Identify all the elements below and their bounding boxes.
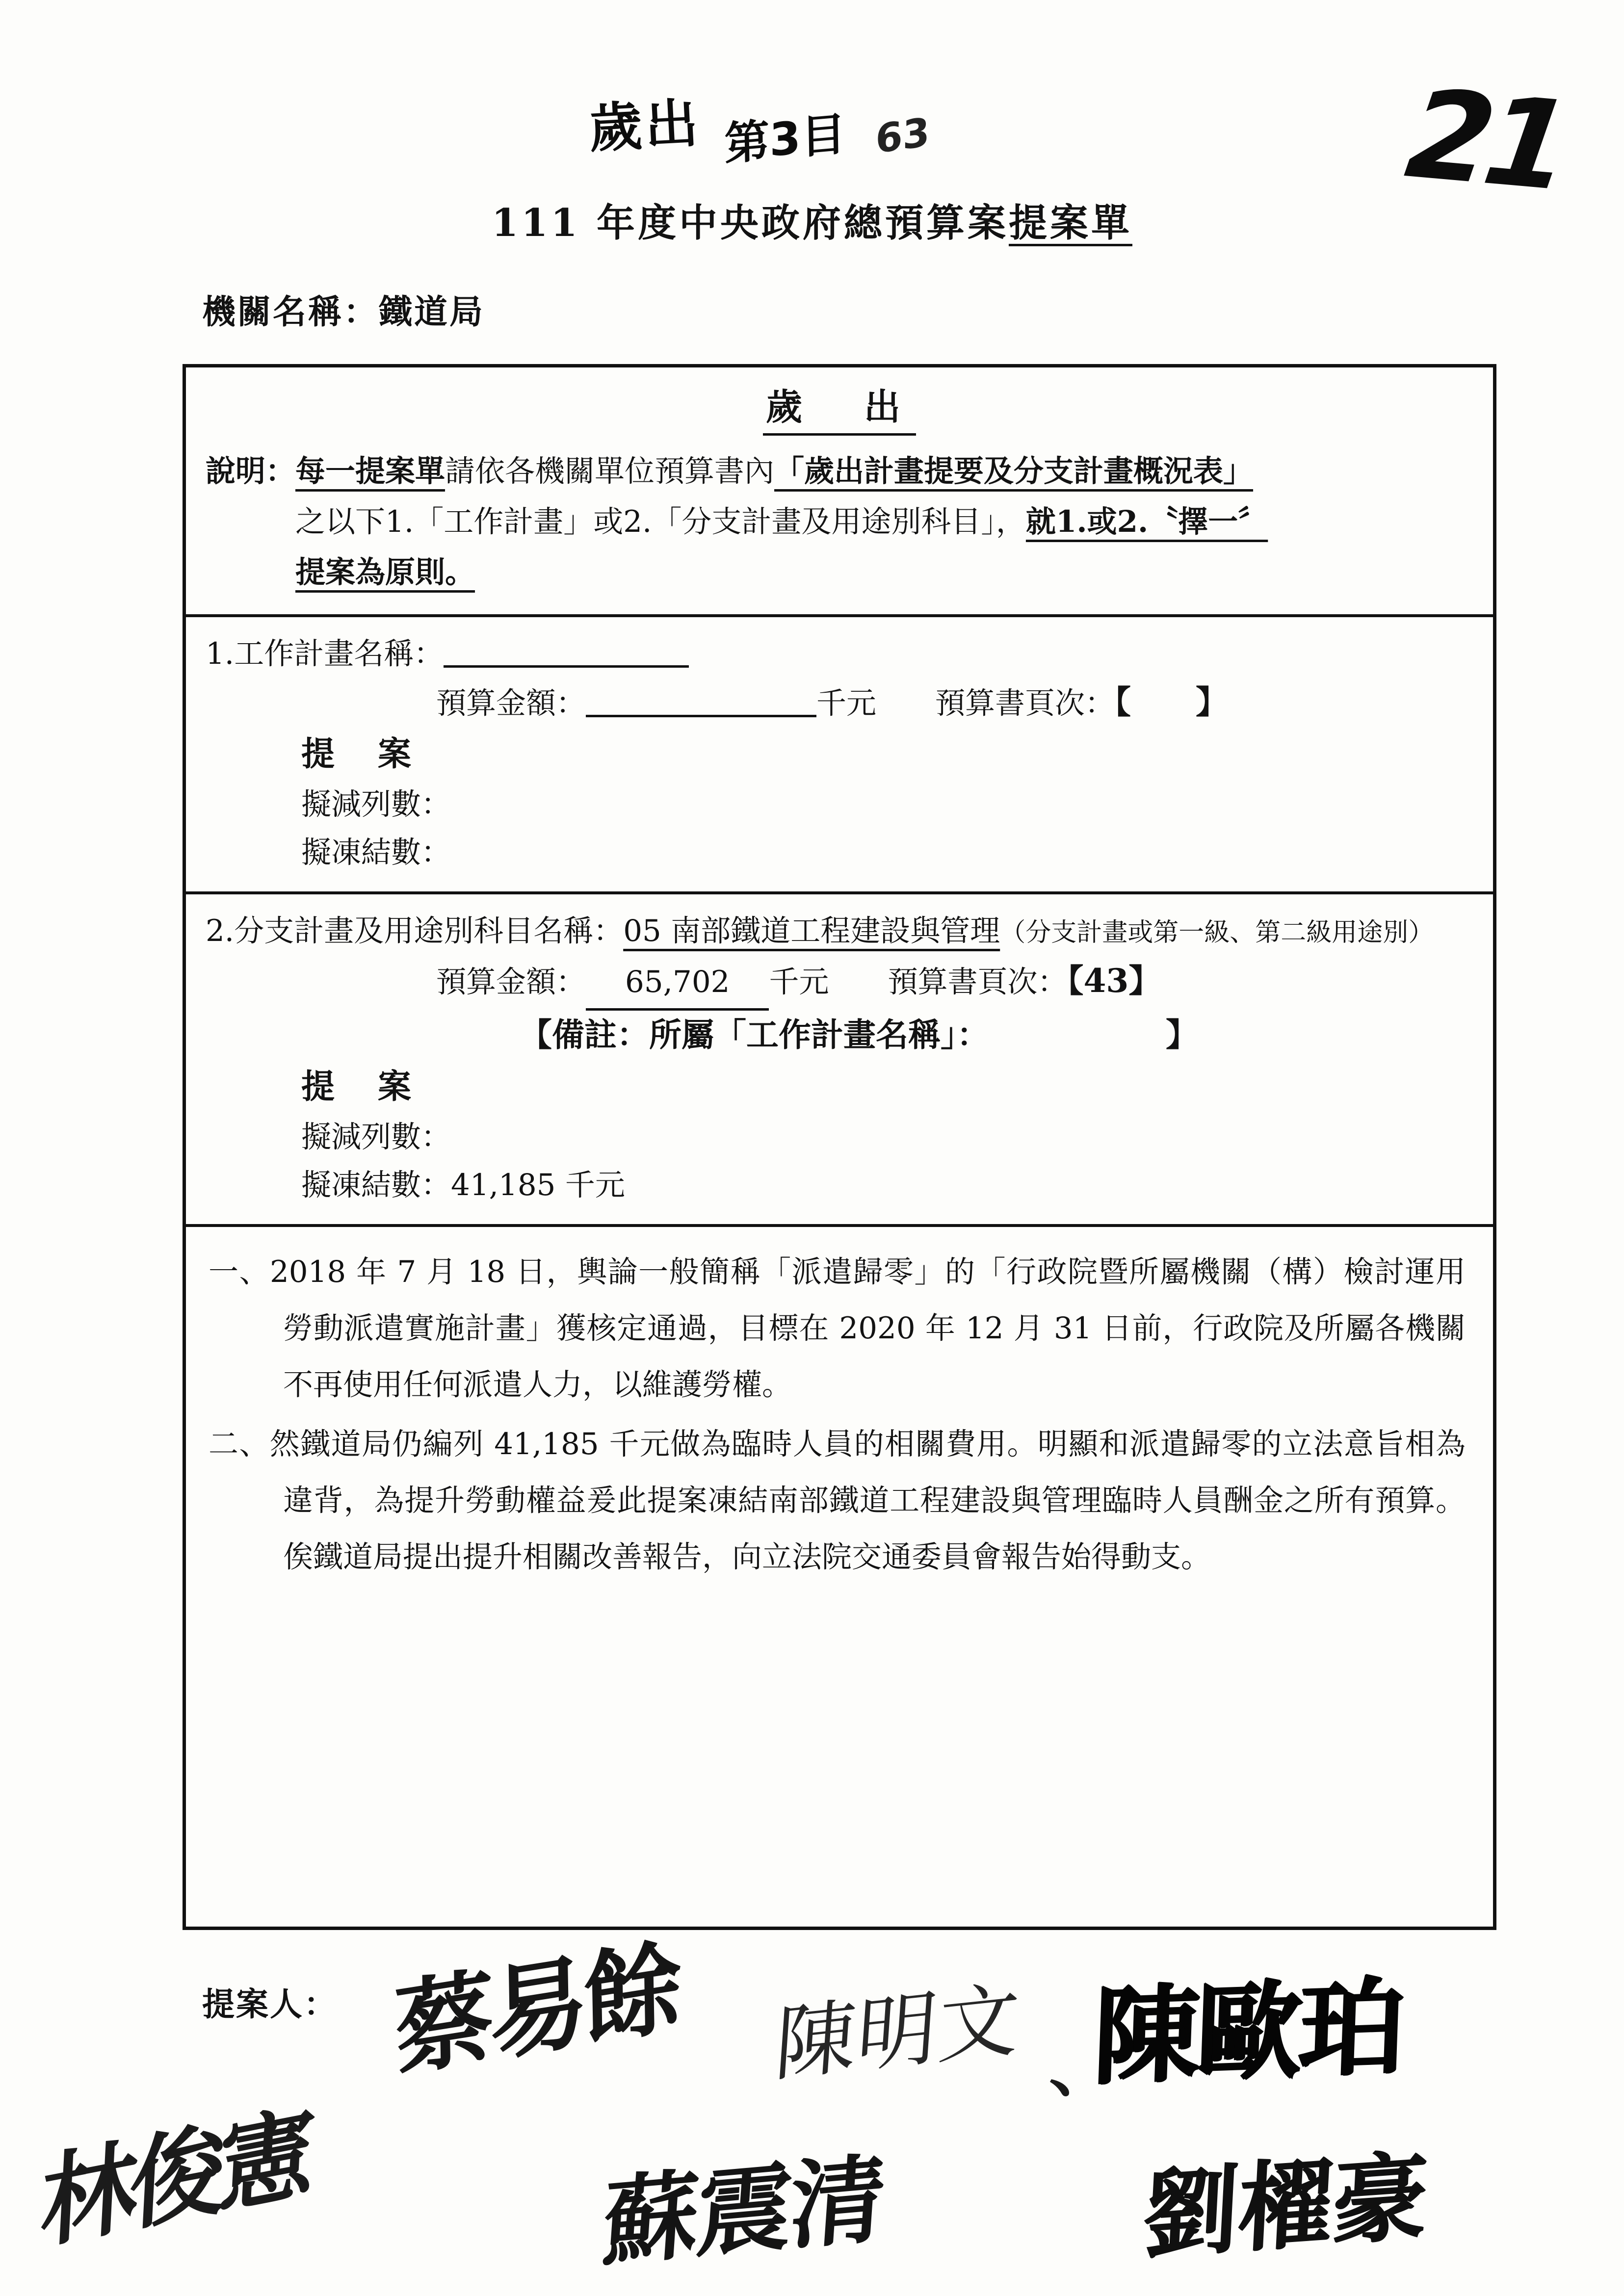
form-section-heading-text: 歲 出 [763, 386, 916, 436]
instruction-seg: 就1.或2.〝擇一〞 [1025, 504, 1268, 539]
page-number-brackets: 【 】 [1115, 683, 1229, 721]
paragraph-1: 一、2018 年 7 月 18 日，輿論一般簡稱「派遣歸零」的「行政院暨所屬機關（構）檢討運用勞動派遣實施計畫」獲核定通過，目標在 2020 年 12 月 31 日前，行政院及所屬各機關不再使用任何派遣人力，以維護勞權。 [209, 1254, 1466, 1402]
instruction-seg: 提案為原則。 [295, 555, 475, 590]
page-number-label: 預算書頁次： [888, 965, 1068, 999]
subplan-budget-row [206, 957, 1473, 1011]
signature-liu-zhao-hao: 劉櫂豪 [1140, 2140, 1430, 2272]
workplan-name-row [206, 630, 1473, 678]
handwritten-header [587, 83, 930, 171]
instruction-line-3 [295, 547, 1475, 598]
instruction-seg: 之以下1.「工作計畫」或2.「分支計畫及用途別科目」， [295, 504, 1026, 539]
remark-open: 【備註：所屬「工作計畫名稱」： [520, 1016, 989, 1054]
instructions [186, 433, 1493, 614]
budget-amount-value: 65,702 [586, 958, 769, 1011]
unit-label: 千元 [816, 686, 877, 721]
instruction-seg: 請依各機關單位預算書內 [445, 454, 775, 489]
document-title [0, 192, 1624, 247]
signature-chen-ou-po: 陳歐珀 [1092, 1964, 1404, 2099]
remark-row [206, 1011, 1473, 1060]
instruction-line-2 [295, 496, 1475, 547]
proposer-label: 提案人： [202, 1985, 338, 2023]
handwritten-item-number: 63 [875, 108, 930, 163]
signature-cai-yi-yu: 蔡易餘 [393, 1928, 679, 2091]
freeze-label: 擬凍結數： [301, 1168, 451, 1202]
freeze-line: 擬凍結數： [301, 835, 451, 870]
proposal-label: 提 案 [301, 734, 417, 774]
freeze-value: 41,185 千元 [451, 1168, 625, 1202]
signature-chen-ming-wen: 陳明文 [772, 1971, 1023, 2093]
signature-separator: 、 [1045, 2028, 1114, 2107]
signature-su-zhen-qing: 蘇震清 [599, 2142, 888, 2280]
page-number-brackets: 【43】 [1067, 962, 1161, 1000]
workplan-name-blank [444, 637, 689, 668]
section-work-plan [186, 614, 1493, 891]
document-title-main: 111 年度中央政府總預算案 [492, 201, 1009, 245]
section-sub-plan [186, 891, 1493, 1224]
handwritten-section-number: 第3目 [724, 107, 846, 171]
paragraph-2: 二、然鐵道局仍編列 41,185 千元做為臨時人員的相關費用。明顯和派遣歸零的立法意旨相為違背，為提升勞動權益爰此提案凍結南部鐵道工程建設與管理臨時人員酬金之所有預算。俟鐵道局提出提升相關改善報告，向立法院交通委員會報告始得動支。 [209, 1427, 1466, 1574]
instructions-label: 說明： [206, 454, 296, 489]
form-section-heading [186, 367, 1493, 433]
signature-lin-jun-xian: 林俊憲 [38, 2094, 311, 2264]
instructions-body [295, 446, 1475, 598]
form-box [183, 364, 1496, 1930]
budget-amount-blank [586, 687, 816, 717]
page-number-label: 預算書頁次： [935, 686, 1115, 721]
instruction-seg: 「歲出計畫提要及分支計畫概況表」 [774, 454, 1254, 489]
suichu-stamp: 歲出 [587, 93, 703, 160]
agency-name: 機關名稱：鐵道局 [202, 292, 485, 332]
budget-amount-label: 預算金額： [436, 686, 586, 721]
workplan-budget-row [206, 678, 1473, 728]
subplan-name-value: 05 南部鐵道工程建設與管理 [623, 913, 1000, 948]
subplan-name-row [206, 907, 1473, 957]
freeze-line [206, 1161, 1473, 1209]
instruction-seg: 每一提案單 [295, 454, 445, 489]
section-justification [186, 1224, 1493, 1927]
reduce-line: 擬減列數： [301, 1120, 451, 1154]
reduce-line: 擬減列數： [301, 787, 451, 822]
instruction-line-1 [295, 446, 1475, 496]
subplan-name-label: 2.分支計畫及用途別科目名稱： [206, 913, 624, 948]
remark-close: 】 [1166, 1016, 1198, 1054]
proposal-label: 提 案 [301, 1067, 417, 1106]
budget-amount-label: 預算金額： [436, 965, 586, 999]
workplan-name-label: 1.工作計畫名稱： [206, 636, 444, 671]
subplan-name-note: （分支計畫或第一級、第二級用途別） [1000, 918, 1434, 947]
document-title-underlined: 提案單 [1008, 201, 1132, 245]
unit-label: 千元 [769, 965, 829, 999]
handwritten-page-number: 21 [1384, 64, 1585, 216]
